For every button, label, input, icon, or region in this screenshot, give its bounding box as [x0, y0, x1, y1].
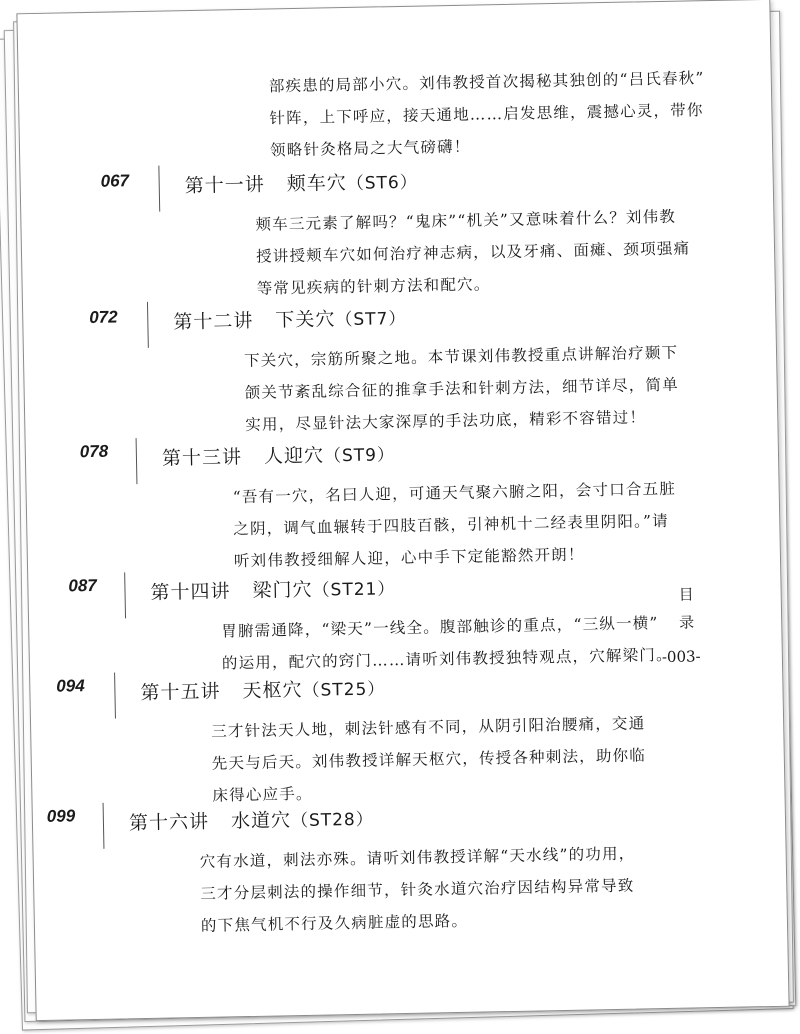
entry-desc-line: 的运用，配穴的窍门……请听刘伟教授独特观点，穴解梁门。 [221, 645, 673, 673]
entry-heading [129, 810, 374, 834]
entry-desc-line: 颌关节紊乱综合征的推拿手法和针刺方法，细节详尽，简单 [244, 375, 680, 403]
page-number: -003- [661, 647, 701, 667]
entry-heading [162, 445, 395, 468]
entry-heading [185, 173, 418, 196]
entry-heading [140, 679, 385, 703]
entry-point-name: 下关穴 [275, 308, 336, 332]
entry-point-code: （ST9） [323, 445, 396, 467]
entry-point-code: （ST7） [335, 308, 407, 331]
entry-divider [103, 803, 105, 849]
entry-desc-line: 床得心应手。 [212, 784, 313, 805]
entry-desc-line: 先天与后天。刘伟教授详解天枢穴，传授各种刺法，助你临 [211, 746, 647, 773]
entry-page-number: 078 [79, 441, 109, 462]
entry-desc-line: 授讲授颊车穴如何治疗神志病，以及牙痛、面瘫、颈项强痛 [255, 239, 691, 266]
entry-page-number: 087 [68, 575, 97, 596]
entry-divider [147, 302, 149, 348]
entry-desc-line: 的下焦气机不行及久病脏虚的思路。 [200, 911, 469, 935]
entry-lecture-number: 第十三讲 [161, 446, 243, 470]
entry-heading [173, 309, 406, 332]
entry-desc-line: 胃腑需通降，“梁天”一线全。腹部触诊的重点，“三纵一横” [221, 614, 659, 641]
entry-point-name: 天枢穴 [242, 678, 303, 703]
entry-desc-line: 颊车三元素了解吗？“鬼床”“机关”又意味着什么？刘伟教 [255, 207, 677, 234]
entry-point-name: 人迎穴 [263, 444, 325, 468]
entry-point-code: （ST6） [346, 172, 418, 195]
entry-point-name: 水道穴 [230, 809, 292, 833]
entry-page-number: 094 [56, 676, 85, 696]
entry-lecture-number: 第十六讲 [128, 810, 210, 835]
contents-body [17, 0, 788, 1020]
entry-point-code: （ST21） [312, 579, 396, 601]
sidebar-mu: 目 [678, 585, 694, 604]
entry-point-name: 颊车穴 [286, 172, 347, 196]
entry-divider [136, 438, 138, 484]
intro-line: 部疾患的局部小穴。刘伟教授首次揭秘其独创的“吕氏春秋” [268, 69, 705, 96]
entry-desc-line: 穴有水道，刺法亦殊。请听刘伟教授详解“天水线”的功用， [199, 844, 636, 871]
entry-desc-line: 实用，尽显针法大家深厚的手法功底，精彩不容错过！ [245, 408, 647, 435]
entry-lecture-number: 第十二讲 [173, 309, 254, 334]
entry-page-number: 099 [46, 806, 76, 826]
entry-page-number: 067 [100, 171, 130, 191]
entry-desc-line: 之阴，调气血辗转于四肢百骸，引神机十二经表里阴阳。”请 [233, 511, 670, 539]
intro-line: 针阵，上下呼应，接天通地……启发思维，震撼心灵，带你 [269, 101, 704, 128]
entry-lecture-number: 第十一讲 [184, 173, 265, 198]
entry-point-code: （ST25） [302, 679, 386, 701]
entry-point-name: 梁门穴 [252, 578, 313, 602]
entry-point-code: （ST28） [290, 809, 374, 832]
entry-desc-line: 下关穴，宗筋所聚之地。本节课刘伟教授重点讲解治疗颞下 [243, 343, 679, 371]
intro-line: 领略针灸格局之大气磅礴！ [269, 137, 471, 160]
entry-page-number: 072 [89, 307, 118, 327]
sidebar-lu: 录 [679, 613, 695, 632]
entry-desc-line: 等常见疾病的针刺方法和配穴。 [256, 275, 491, 298]
entry-lecture-number: 第十四讲 [150, 580, 231, 604]
entry-divider [124, 572, 126, 618]
entry-divider [158, 166, 160, 212]
contents-page [16, 0, 789, 1021]
entry-heading [150, 579, 395, 603]
entry-desc-line: 三才针法天人地，刺法针感有不同，从阴引阳治腰痛，交通 [211, 714, 646, 741]
entry-divider [114, 673, 116, 719]
entry-desc-line: 三才分层刺法的操作细节，针灸水道穴治疗因结构异常导致 [200, 876, 635, 903]
entry-desc-line: “吾有一穴，名曰人迎，可通天气聚六腑之阳，会寸口合五脏 [232, 479, 677, 507]
entry-desc-line: 听刘伟教授细解人迎，心中手下定能豁然开朗！ [233, 545, 585, 571]
entry-lecture-number: 第十五讲 [140, 680, 221, 705]
